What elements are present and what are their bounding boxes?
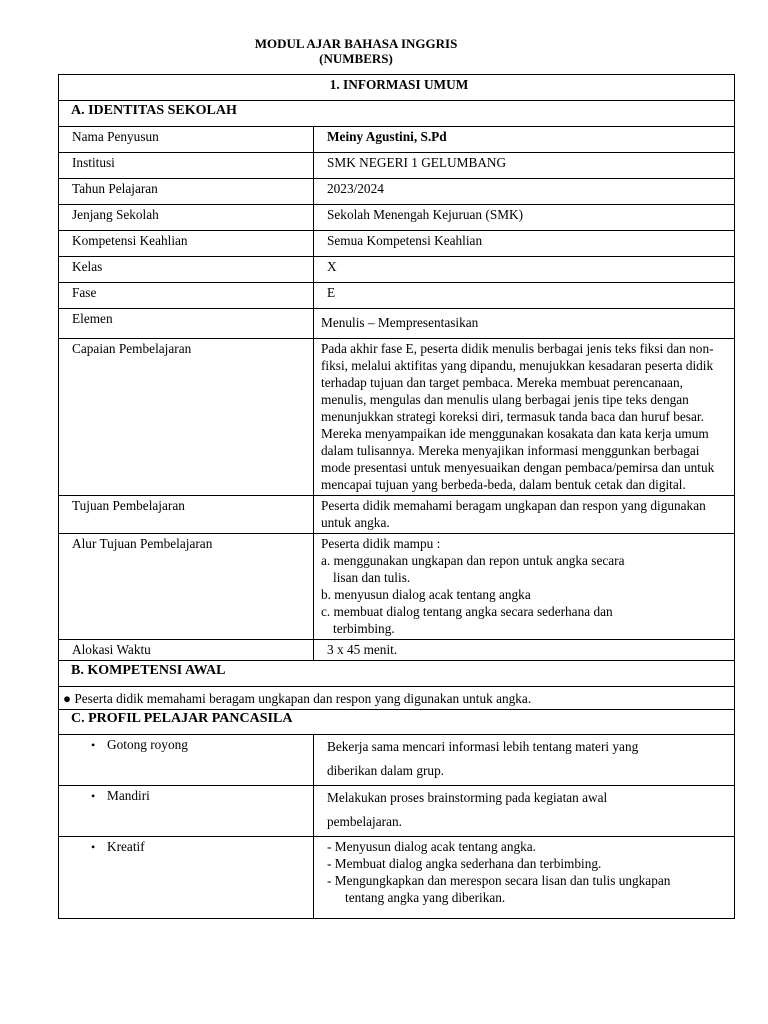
- profil-line: - Mengungkapkan dan merespon secara lisan dan tulis ungkapan: [327, 873, 671, 889]
- value-nama-penyusun: Meiny Agustini, S.Pd: [314, 127, 735, 153]
- row-mandiri: [59, 786, 735, 837]
- title-line-2: (NUMBERS): [319, 51, 393, 66]
- profil-label: Mandiri: [107, 788, 150, 804]
- section-a-heading: A. IDENTITAS SEKOLAH: [59, 101, 735, 127]
- bullet-icon: •: [91, 738, 96, 753]
- value-tahun-pelajaran: 2023/2024: [314, 179, 735, 205]
- label-fase: Fase: [59, 283, 314, 309]
- label-kompetensi-keahlian: Kompetensi Keahlian: [59, 231, 314, 257]
- alur-item-a-cont: lisan dan tulis.: [333, 570, 411, 586]
- row-jenjang-sekolah: [59, 205, 735, 231]
- row-institusi: [59, 153, 735, 179]
- profil-line: pembelajaran.: [327, 814, 402, 830]
- kompetensi-awal-value: Peserta didik memahami beragam ungkapan dan respon yang digunakan untuk angka.: [74, 691, 532, 707]
- section-c-heading: C. PROFIL PELAJAR PANCASILA: [59, 710, 735, 735]
- alur-item-b: b. menyusun dialog acak tentang angka: [321, 587, 531, 603]
- value-institusi: SMK NEGERI 1 GELUMBANG: [314, 153, 735, 179]
- label-mandiri: [59, 786, 314, 837]
- row-kompetensi-awal: [59, 687, 735, 710]
- profil-label: Kreatif: [107, 839, 145, 855]
- alur-item-a: a. menggunakan ungkapan dan repon untuk angka secara: [321, 553, 625, 569]
- bullet-icon: •: [91, 789, 96, 804]
- profil-line: - Membuat dialog angka sederhana dan terbimbing.: [327, 856, 602, 872]
- section-b-heading: B. KOMPETENSI AWAL: [59, 661, 735, 687]
- value-kompetensi-keahlian: Semua Kompetensi Keahlian: [314, 231, 735, 257]
- profil-line: Bekerja sama mencari informasi lebih tentang materi yang: [327, 739, 639, 755]
- label-gotong-royong: [59, 735, 314, 786]
- row-alur: [59, 534, 735, 640]
- label-kelas: Kelas: [59, 257, 314, 283]
- value-elemen: Menulis – Mempresentasikan: [314, 309, 735, 339]
- row-kelas: [59, 257, 735, 283]
- value-kreatif: [314, 837, 735, 919]
- label-alokasi: Alokasi Waktu: [59, 640, 314, 661]
- value-kelas: X: [314, 257, 735, 283]
- profil-label: Gotong royong: [107, 737, 188, 753]
- bullet-icon: ●: [63, 691, 72, 707]
- value-alokasi: 3 x 45 menit.: [314, 640, 735, 661]
- row-kompetensi-keahlian: [59, 231, 735, 257]
- label-kreatif: [59, 837, 314, 919]
- label-nama-penyusun: Nama Penyusun: [59, 127, 314, 153]
- profil-line: - Menyusun dialog acak tentang angka.: [327, 839, 536, 855]
- row-capaian: [59, 339, 735, 496]
- row-kreatif: [59, 837, 735, 919]
- kompetensi-awal-text: [59, 687, 735, 710]
- row-tahun-pelajaran: [59, 179, 735, 205]
- label-elemen: Elemen: [59, 309, 314, 339]
- row-gotong-royong: [59, 735, 735, 786]
- value-jenjang-sekolah: Sekolah Menengah Kejuruan (SMK): [314, 205, 735, 231]
- value-gotong-royong: [314, 735, 735, 786]
- value-tujuan: Peserta didik memahami beragam ungkapan dan respon yang digunakan untuk angka.: [314, 496, 735, 534]
- row-alokasi: [59, 640, 735, 661]
- value-fase: E: [314, 283, 735, 309]
- label-jenjang-sekolah: Jenjang Sekolah: [59, 205, 314, 231]
- module-table: [58, 74, 735, 919]
- label-alur: Alur Tujuan Pembelajaran: [59, 534, 314, 640]
- informasi-umum-heading: 1. INFORMASI UMUM: [59, 75, 735, 101]
- profil-line: tentang angka yang diberikan.: [345, 890, 506, 906]
- bullet-icon: •: [91, 840, 96, 855]
- row-elemen: [59, 309, 735, 339]
- alur-item-c-cont: terbimbing.: [333, 621, 395, 637]
- value-alur: [314, 534, 735, 640]
- alur-item-c: c. membuat dialog tentang angka secara sederhana dan: [321, 604, 613, 620]
- value-capaian: Pada akhir fase E, peserta didik menulis berbagai jenis teks fiksi dan non-fiksi, melalui aktifitas yang dipandu, menujukkan kesadaran peserta didik terhadap tujuan dan target pembaca. Mereka membuat perencanaan, menulis, mengulas dan menulis ulang berbagai jenis tipe teks dengan menunjukkan strategi koreksi diri, termasuk tanda baca dan huruf besar. Mereka menyampaikan ide menggunakan kosakata dan kata kerja umum dalam tulisannya. Mereka menyajikan informasi menggunkan berbagai mode presentasi untuk menyesuaikan dengan pembaca/pemirsa dan untuk mencapai tujuan yang berbeda-beda, dalam bentuk cetak dan digital.: [314, 339, 735, 496]
- profil-line: diberikan dalam grup.: [327, 763, 445, 779]
- label-capaian: Capaian Pembelajaran: [59, 339, 314, 496]
- label-institusi: Institusi: [59, 153, 314, 179]
- value-mandiri: [314, 786, 735, 837]
- label-tahun-pelajaran: Tahun Pelajaran: [59, 179, 314, 205]
- row-tujuan: [59, 496, 735, 534]
- row-nama-penyusun: [59, 127, 735, 153]
- label-tujuan: Tujuan Pembelajaran: [59, 496, 314, 534]
- row-fase: [59, 283, 735, 309]
- title-line-1: MODUL AJAR BAHASA INGGRIS: [254, 36, 458, 51]
- document-title: [200, 36, 512, 66]
- alur-intro: Peserta didik mampu :: [321, 536, 441, 552]
- profil-line: Melakukan proses brainstorming pada kegiatan awal: [327, 790, 608, 806]
